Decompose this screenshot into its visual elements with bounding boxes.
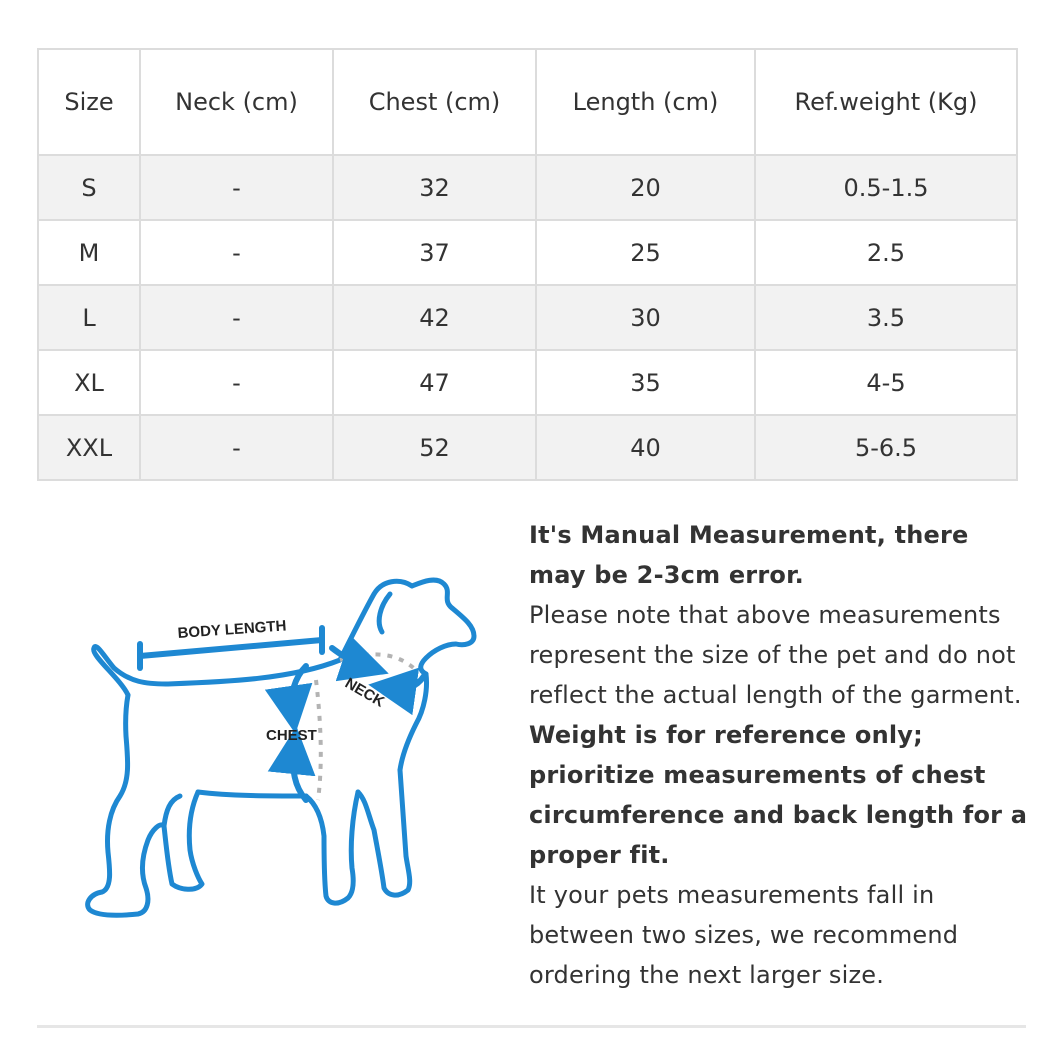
- cell-size: M: [38, 220, 140, 285]
- chest-label: CHEST: [266, 727, 317, 744]
- cell-size: XL: [38, 350, 140, 415]
- cell-weight: 3.5: [755, 285, 1017, 350]
- body-length-label: BODY LENGTH: [177, 617, 287, 642]
- cell-weight: 4-5: [755, 350, 1017, 415]
- table-row: [38, 285, 1017, 350]
- size-note-text: Please note that above measurements represent the size of the pet and do not reflect the actual length of the garment.: [529, 601, 1022, 709]
- table-row: [38, 155, 1017, 220]
- cell-chest: 37: [333, 220, 536, 285]
- cell-size: L: [38, 285, 140, 350]
- measurement-notes: [529, 515, 1029, 995]
- table-row: [38, 415, 1017, 480]
- header-length: Length (cm): [536, 49, 755, 155]
- cell-length: 25: [536, 220, 755, 285]
- cell-length: 40: [536, 415, 755, 480]
- cell-length: 30: [536, 285, 755, 350]
- cell-neck: -: [140, 415, 333, 480]
- cell-weight: 5-6.5: [755, 415, 1017, 480]
- cell-length: 35: [536, 350, 755, 415]
- header-size: Size: [38, 49, 140, 155]
- header-neck: Neck (cm): [140, 49, 333, 155]
- size-chart-table: [37, 48, 1018, 481]
- table-row: [38, 350, 1017, 415]
- cell-chest: 32: [333, 155, 536, 220]
- cell-chest: 52: [333, 415, 536, 480]
- table-header-row: [38, 49, 1017, 155]
- recommendation-text: It your pets measurements fall in between two sizes, we recommend ordering the next larger size.: [529, 881, 959, 989]
- cell-neck: -: [140, 155, 333, 220]
- cell-length: 20: [536, 155, 755, 220]
- neck-label: NECK: [342, 674, 388, 711]
- disclaimer-text: It's Manual Measurement, there may be 2-3cm error.: [529, 521, 969, 589]
- cell-size: XXL: [38, 415, 140, 480]
- cell-weight: 0.5-1.5: [755, 155, 1017, 220]
- cell-chest: 47: [333, 350, 536, 415]
- cell-neck: -: [140, 350, 333, 415]
- header-chest: Chest (cm): [333, 49, 536, 155]
- weight-note-text: Weight is for reference only; prioritize measurements of chest circumference and back length for a proper fit.: [529, 721, 1028, 869]
- dog-measurement-diagram: [70, 560, 490, 940]
- header-weight: Ref.weight (Kg): [755, 49, 1017, 155]
- cell-chest: 42: [333, 285, 536, 350]
- cell-neck: -: [140, 220, 333, 285]
- cell-size: S: [38, 155, 140, 220]
- cell-neck: -: [140, 285, 333, 350]
- bottom-divider: [37, 1025, 1026, 1028]
- table-row: [38, 220, 1017, 285]
- cell-weight: 2.5: [755, 220, 1017, 285]
